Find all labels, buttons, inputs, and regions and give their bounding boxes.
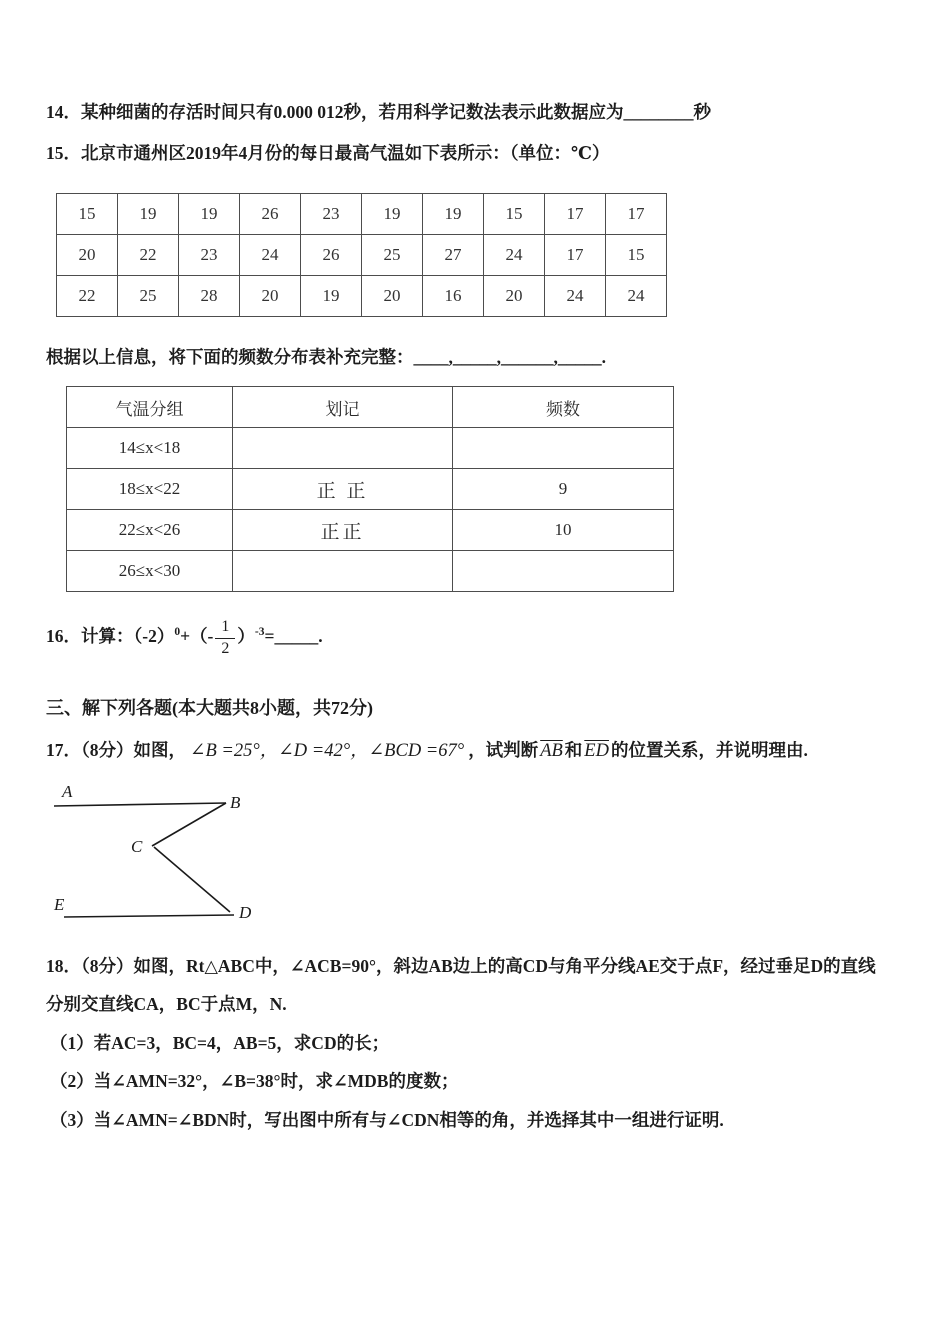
freq-tally [233,551,453,592]
line-ed [64,915,234,917]
temp-cell: 24 [545,275,606,316]
freq-count: 9 [453,469,674,510]
freq-tally [233,428,453,469]
temp-cell: 26 [301,234,362,275]
freq-count: 10 [453,510,674,551]
line-bc [152,803,226,846]
question-14: 14．某种细菌的存活时间只有0.000 012秒，若用科学记数法表示此数据应为________秒 [46,102,711,122]
temp-row [57,234,667,275]
temp-cell: 23 [301,193,362,234]
temp-cell: 20 [484,275,545,316]
fraction-denominator: 2 [221,639,230,657]
geometry-figure-17 [52,783,902,940]
q18-part3: （3）当∠AMN=∠BDN时，写出图中所有与∠CDN相等的角，并选择其中一组进行证明. [50,1109,724,1130]
figure-17-canvas [52,783,312,935]
q18-line2: 分别交直线CA，BC于点M，N. [46,994,287,1014]
q17-prefix: 17．（8分）如图， [46,739,186,760]
freq-row [67,428,674,469]
freq-group: 26≤x<30 [67,551,233,592]
temp-cell: 22 [118,234,179,275]
temp-cell: 24 [240,234,301,275]
q16-exponent-zero: 0 [174,626,181,639]
temp-cell: 25 [362,234,423,275]
line-ab [54,803,226,806]
q16-exponent-neg3: -3 [254,626,265,639]
line-cd [154,847,230,912]
temp-row [57,275,667,316]
fraction-one-half [215,618,235,658]
frequency-table [66,386,674,592]
q18-line1: 18．（8分）如图，Rt△ABC中，∠ACB=90°，斜边AB边上的高CD与角平分线AE交于点F，经过垂足D的直线 [46,955,876,976]
temp-cell: 20 [57,234,118,275]
freq-group: 18≤x<22 [67,469,233,510]
temp-cell: 15 [57,193,118,234]
temp-cell: 25 [118,275,179,316]
freq-header-count: 频数 [453,387,674,428]
temp-cell: 19 [362,193,423,234]
segment-ed-label: $\overline{ED}$ [584,740,609,761]
question-16 [46,618,902,658]
segment-ab-label: $\overline{AB}$ [540,740,563,761]
question-18 [46,954,902,1133]
temp-cell: 22 [57,275,118,316]
temp-cell: 17 [545,234,606,275]
temp-cell: 19 [179,193,240,234]
freq-group: 14≤x<18 [67,428,233,469]
temp-cell: 24 [484,234,545,275]
freq-header-row [67,387,674,428]
temp-cell: 23 [179,234,240,275]
temp-row [57,193,667,234]
point-label-e: E [54,894,65,914]
point-label-c: C [131,836,143,856]
q16-suffix: =_____. [264,626,323,647]
q16-prefix: 16．计算：（-2） [46,626,175,647]
freq-row [67,469,674,510]
freq-header-group: 气温分组 [67,387,233,428]
temp-cell: 17 [606,193,667,234]
q16-close-paren: ） [237,626,255,647]
q16-mid: +（- [180,626,214,647]
freq-header-tally: 划记 [233,387,453,428]
freq-group: 22≤x<26 [67,510,233,551]
temp-cell: 27 [423,234,484,275]
section-three-heading: 三、解下列各题(本大题共8小题，共72分) [46,697,373,718]
temp-cell: 20 [240,275,301,316]
temp-cell: 15 [484,193,545,234]
q17-and: 和 [564,739,583,760]
fill-prompt: 根据以上信息，将下面的频数分布表补充完整：____,_____,______,_____. [46,346,606,367]
q18-part2: （2）当∠AMN=32°，∠B=38°时，求∠MDB的度数； [50,1071,459,1091]
temp-cell: 15 [606,234,667,275]
fraction-numerator: 1 [215,618,235,638]
freq-count [453,551,674,592]
point-label-a: A [62,782,73,801]
temp-cell: 28 [179,275,240,316]
temp-cell: 16 [423,275,484,316]
freq-tally: 正正 [233,510,453,551]
temp-cell: 17 [545,193,606,234]
q18-part1: （1）若AC=3，BC=4，AB=5，求CD的长； [50,1032,390,1053]
temp-cell: 26 [240,193,301,234]
temp-cell: 19 [118,193,179,234]
freq-row [67,551,674,592]
temp-cell: 20 [362,275,423,316]
temp-cell: 19 [301,275,362,316]
temperature-table [56,193,667,317]
freq-count [453,428,674,469]
point-label-b: B [230,792,241,812]
temp-cell: 19 [423,193,484,234]
freq-row [67,510,674,551]
temp-cell: 24 [606,275,667,316]
q17-suffix: 的位置关系，并说明理由. [610,739,808,760]
question-15: 15．北京市通州区2019年4月份的每日最高气温如下表所示：（单位：℃） [46,143,610,164]
question-17 [46,736,902,767]
freq-tally: 正 正 [233,469,453,510]
point-label-d: D [239,902,252,922]
q17-mid: ，试判断 [468,739,539,760]
q17-angle-conditions: ∠B =25°，∠D =42°，∠BCD =67° [190,740,465,761]
